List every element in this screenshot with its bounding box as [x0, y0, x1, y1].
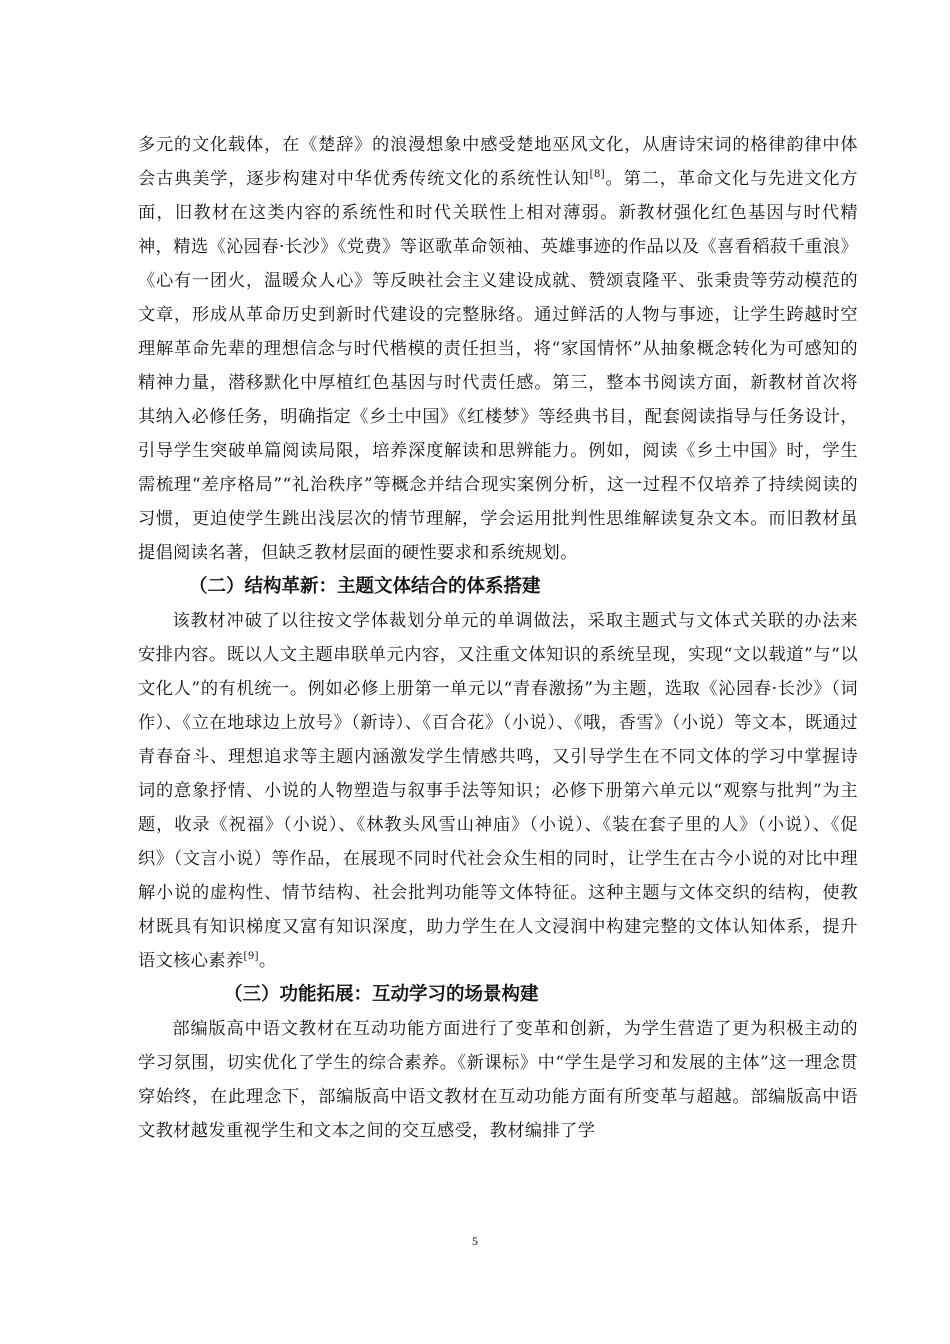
page-number: 5 [472, 1234, 478, 1248]
paragraph-text: 。 [258, 951, 277, 971]
citation-ref-9: [9] [243, 951, 259, 962]
paragraph-text: 该教材冲破了以往按文学体裁划分单元的单调做法，采取主题式与文体式关联的办法来安排内容。既以人文主题串联单元内容，又注重文体知识的系统呈现，实现“文以载道”与“以文化人”的有机统一。例如必修上册第一单元以“青春激扬”为主题，选取《沁园春·长沙》（词作）、《立在地球边上放号》（新诗）、《百合花》（小说）、《哦，香雪》（小说）等文本，既通过青春奋斗、理想追求等主题内涵激发学生情感共鸣，又引导学生在不同文体的学习中掌握诗词的意象抒情、小说的人物塑造与叙事手法等知识；必修下册第六单元以“观察与批判”为主题，收录《祝福》（小说）、《林教头风雪山神庙》（小说）、《装在套子里的人》（小说）、《促织》（文言小说）等作品，在展现不同时代社会众生相的同时，让学生在古今小说的对比中理解小说的虚构性、情节结构、社会批判功能等文体特征。这种主题与文体交织的结构，使教材既具有知识梯度又富有知识深度，助力学生在人文浸润中构建完整的文体认知体系，提升语文核心素养 [138, 611, 858, 971]
paragraph-structure [138, 604, 858, 978]
paragraph-text: 多元的文化载体，在《楚辞》的浪漫想象中感受楚地巫风文化，从唐诗宋词的格律韵律中体会古典美学，逐步构建对中华优秀传统文化的系统性认知 [138, 135, 858, 189]
paragraph-cultural-content [138, 128, 858, 570]
section-heading-structure: （二）结构革新：主题文体结合的体系搭建 [189, 576, 541, 597]
paragraph-function: 部编版高中语文教材在互动功能方面进行了变革和创新，为学生营造了更为积极主动的学习氛围，切实优化了学生的综合素养。《新课标》中“学生是学习和发展的主体”这一理念贯穿始终，在此理念下，部编版高中语文教材在互动功能方面有所变革与超越。部编版高中语文教材越发重视学生和文本之间的交互感受，教材编排了学 [138, 1019, 858, 1141]
citation-ref-8: [8] [589, 169, 606, 180]
body-text [138, 128, 858, 1148]
section-heading-function: （三）功能拓展：互动学习的场景构建 [224, 984, 539, 1005]
paragraph-text: 。第二，革命文化与先进文化方面，旧教材在这类内容的系统性和时代关联性上相对薄弱。新教材强化红色基因与时代精神，精选《沁园春·长沙》《党费》等讴歌革命领袖、英雄事迹的作品以及《喜看稻菽千重浪》《心有一团火，温暖众人心》等反映社会主义建设成就、赞颂袁隆平、张秉贵等劳动模范的文章，形成从革命历史到新时代建设的完整脉络。通过鲜活的人物与事迹，让学生跨越时空理解革命先辈的理想信念与时代楷模的责任担当，将“家国情怀”从抽象概念转化为可感知的精神力量，潜移默化中厚植红色基因与时代责任感。第三，整本书阅读方面，新教材首次将其纳入必修任务，明确指定《乡土中国》《红楼梦》等经典书目，配套阅读指导与任务设计，引导学生突破单篇阅读局限，培养深度解读和思辨能力。例如，阅读《乡土中国》时，学生需梳理“差序格局”“礼治秩序”等概念并结合现实案例分析，这一过程不仅培养了持续阅读的习惯，更迫使学生跳出浅层次的情节理解，学会运用批判性思维解读复杂文本。而旧教材虽提倡阅读名著，但缺乏教材层面的硬性要求和系统规划。 [138, 169, 858, 563]
